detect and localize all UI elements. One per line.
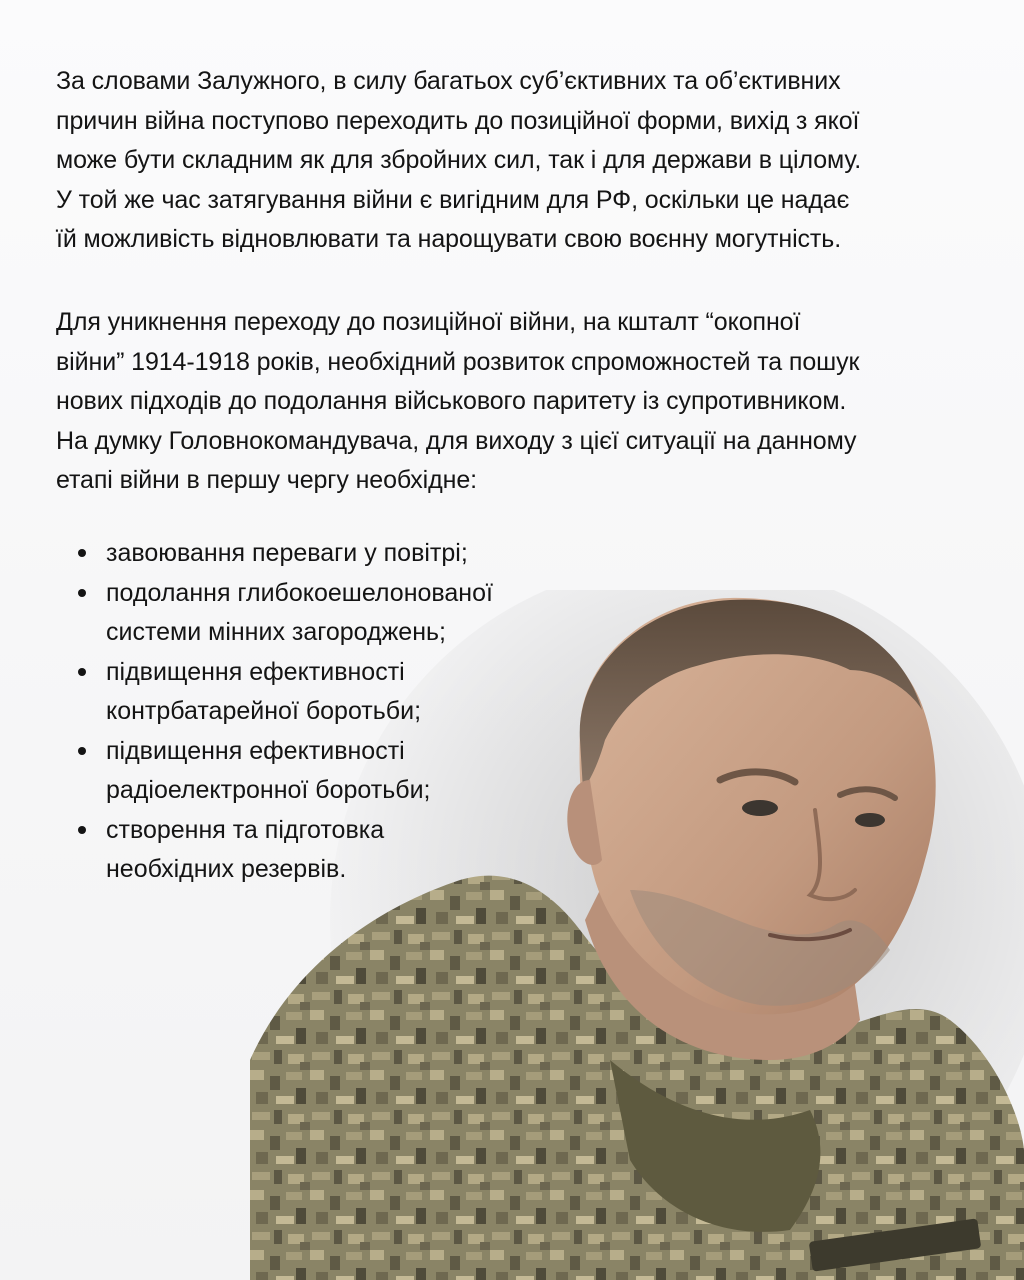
paragraph-requirements: Для уникнення переходу до позиційної війни, на кшталт “окопної війни” 1914-1918 років, необхідний розвиток спроможностей та пошук нових підходів до подолання військового паритету із супротивником. На думку Головнокомандувача, для виходу з цієї ситуації на данному етапі війни в першу чергу необхідне: xyxy=(56,308,860,494)
list-item: створення та підготовка необхідних резервів. xyxy=(78,811,598,890)
list-item: подолання глибокоешелонованої системи мінних загороджень; xyxy=(78,574,598,653)
list-item: завоювання переваги у повітрі; xyxy=(78,534,598,574)
list-item: підвищення ефективності радіоелектронної боротьби; xyxy=(78,732,598,811)
requirements-list xyxy=(78,534,598,890)
list-item: підвищення ефективності контрбатарейної боротьби; xyxy=(78,653,598,732)
paragraph-intro: За словами Залужного, в силу багатьох суб’єктивних та об’єктивних причин війна поступово переходить до позиційної форми, вихід з якої може бути складним як для збройних сил, так і для держави в цілому. У той же час затягування війни є вигідним для РФ, оскільки це надає їй можливість відновлювати та нарощувати свою воєнну могутність. xyxy=(56,67,862,253)
